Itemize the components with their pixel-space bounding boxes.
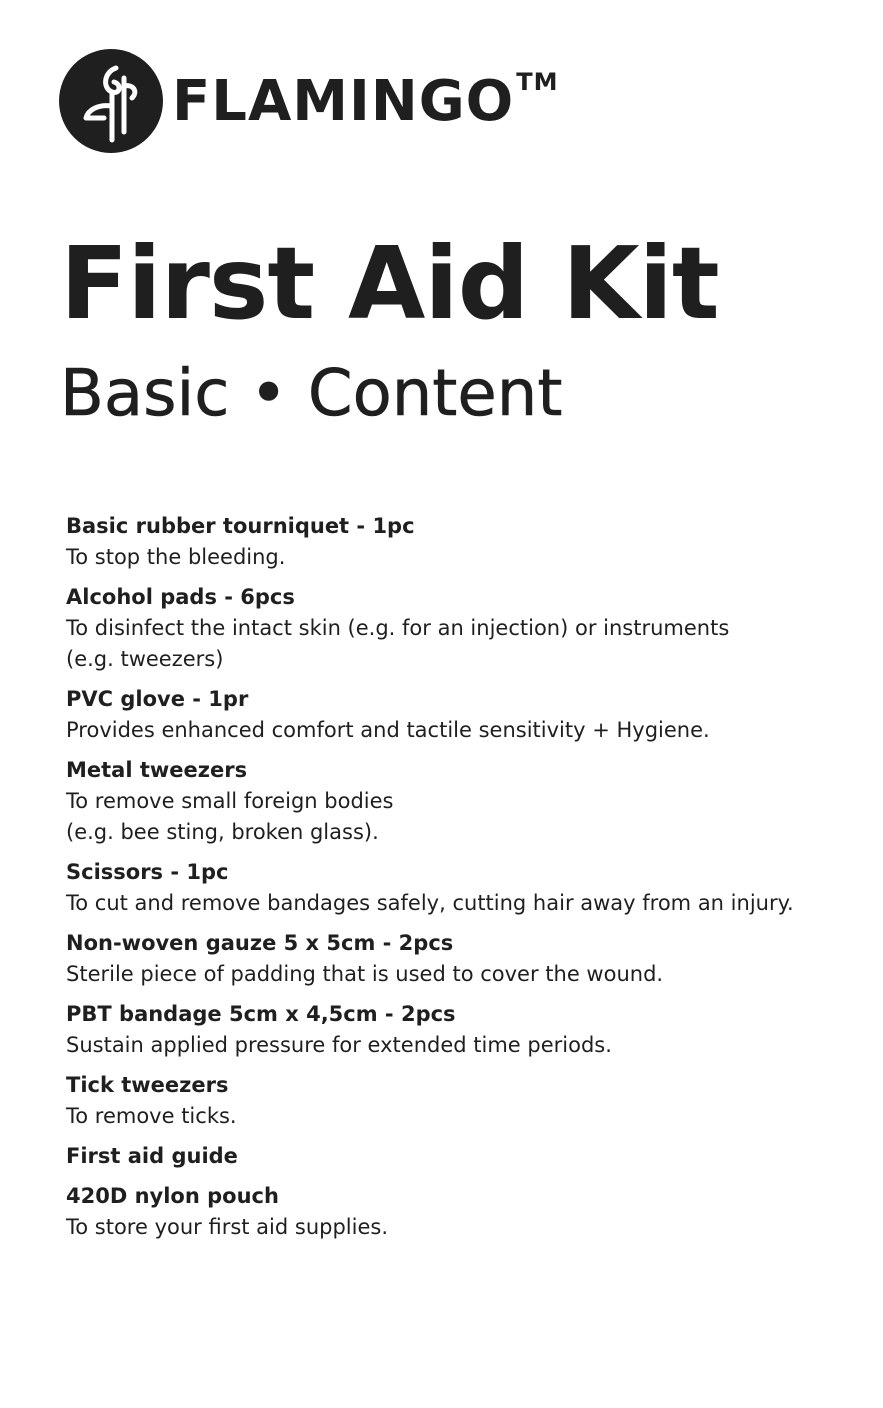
item-description: To store your first aid supplies. <box>66 1215 389 1239</box>
item-name: PVC glove - 1pr <box>66 687 249 711</box>
brand-name-text: FLAMINGO <box>172 69 515 134</box>
trademark-symbol: TM <box>516 68 559 96</box>
list-item <box>66 1069 856 1132</box>
list-item <box>66 754 856 848</box>
item-name: Tick tweezers <box>66 1073 229 1097</box>
list-item <box>66 856 856 919</box>
list-item <box>66 683 856 746</box>
item-name: Non-woven gauze 5 x 5cm - 2pcs <box>66 931 454 955</box>
list-item <box>66 510 856 573</box>
item-name: Basic rubber tourniquet - 1pc <box>66 514 415 538</box>
item-name: First aid guide <box>66 1144 238 1168</box>
item-description: Provides enhanced comfort and tactile sensitivity + Hygiene. <box>66 718 710 742</box>
list-item <box>66 1180 856 1243</box>
page-title: First Aid Kit <box>60 225 719 342</box>
list-item <box>66 1140 856 1172</box>
item-name: 420D nylon pouch <box>66 1184 279 1208</box>
item-description: Sterile piece of padding that is used to cover the wound. <box>66 962 664 986</box>
list-item <box>66 581 856 675</box>
item-description: To cut and remove bandages safely, cutting hair away from an injury. <box>66 891 794 915</box>
list-item <box>66 998 856 1061</box>
contents-list <box>66 510 856 1251</box>
item-name: Alcohol pads - 6pcs <box>66 585 295 609</box>
list-item <box>66 927 856 990</box>
item-name: Metal tweezers <box>66 758 248 782</box>
item-description: To remove ticks. <box>66 1104 237 1128</box>
page-subtitle: Basic • Content <box>60 357 563 431</box>
item-description: To disinfect the intact skin (e.g. for an injection) or instruments (e.g. tweezers) <box>66 616 730 671</box>
brand-name <box>172 68 559 134</box>
flamingo-logo-icon <box>58 48 164 154</box>
item-description: To stop the bleeding. <box>66 545 286 569</box>
item-name: PBT bandage 5cm x 4,5cm - 2pcs <box>66 1002 456 1026</box>
item-description: Sustain applied pressure for extended time periods. <box>66 1033 612 1057</box>
brand-logo <box>58 48 559 154</box>
item-name: Scissors - 1pc <box>66 860 229 884</box>
item-description: To remove small foreign bodies (e.g. bee sting, broken glass). <box>66 789 394 844</box>
